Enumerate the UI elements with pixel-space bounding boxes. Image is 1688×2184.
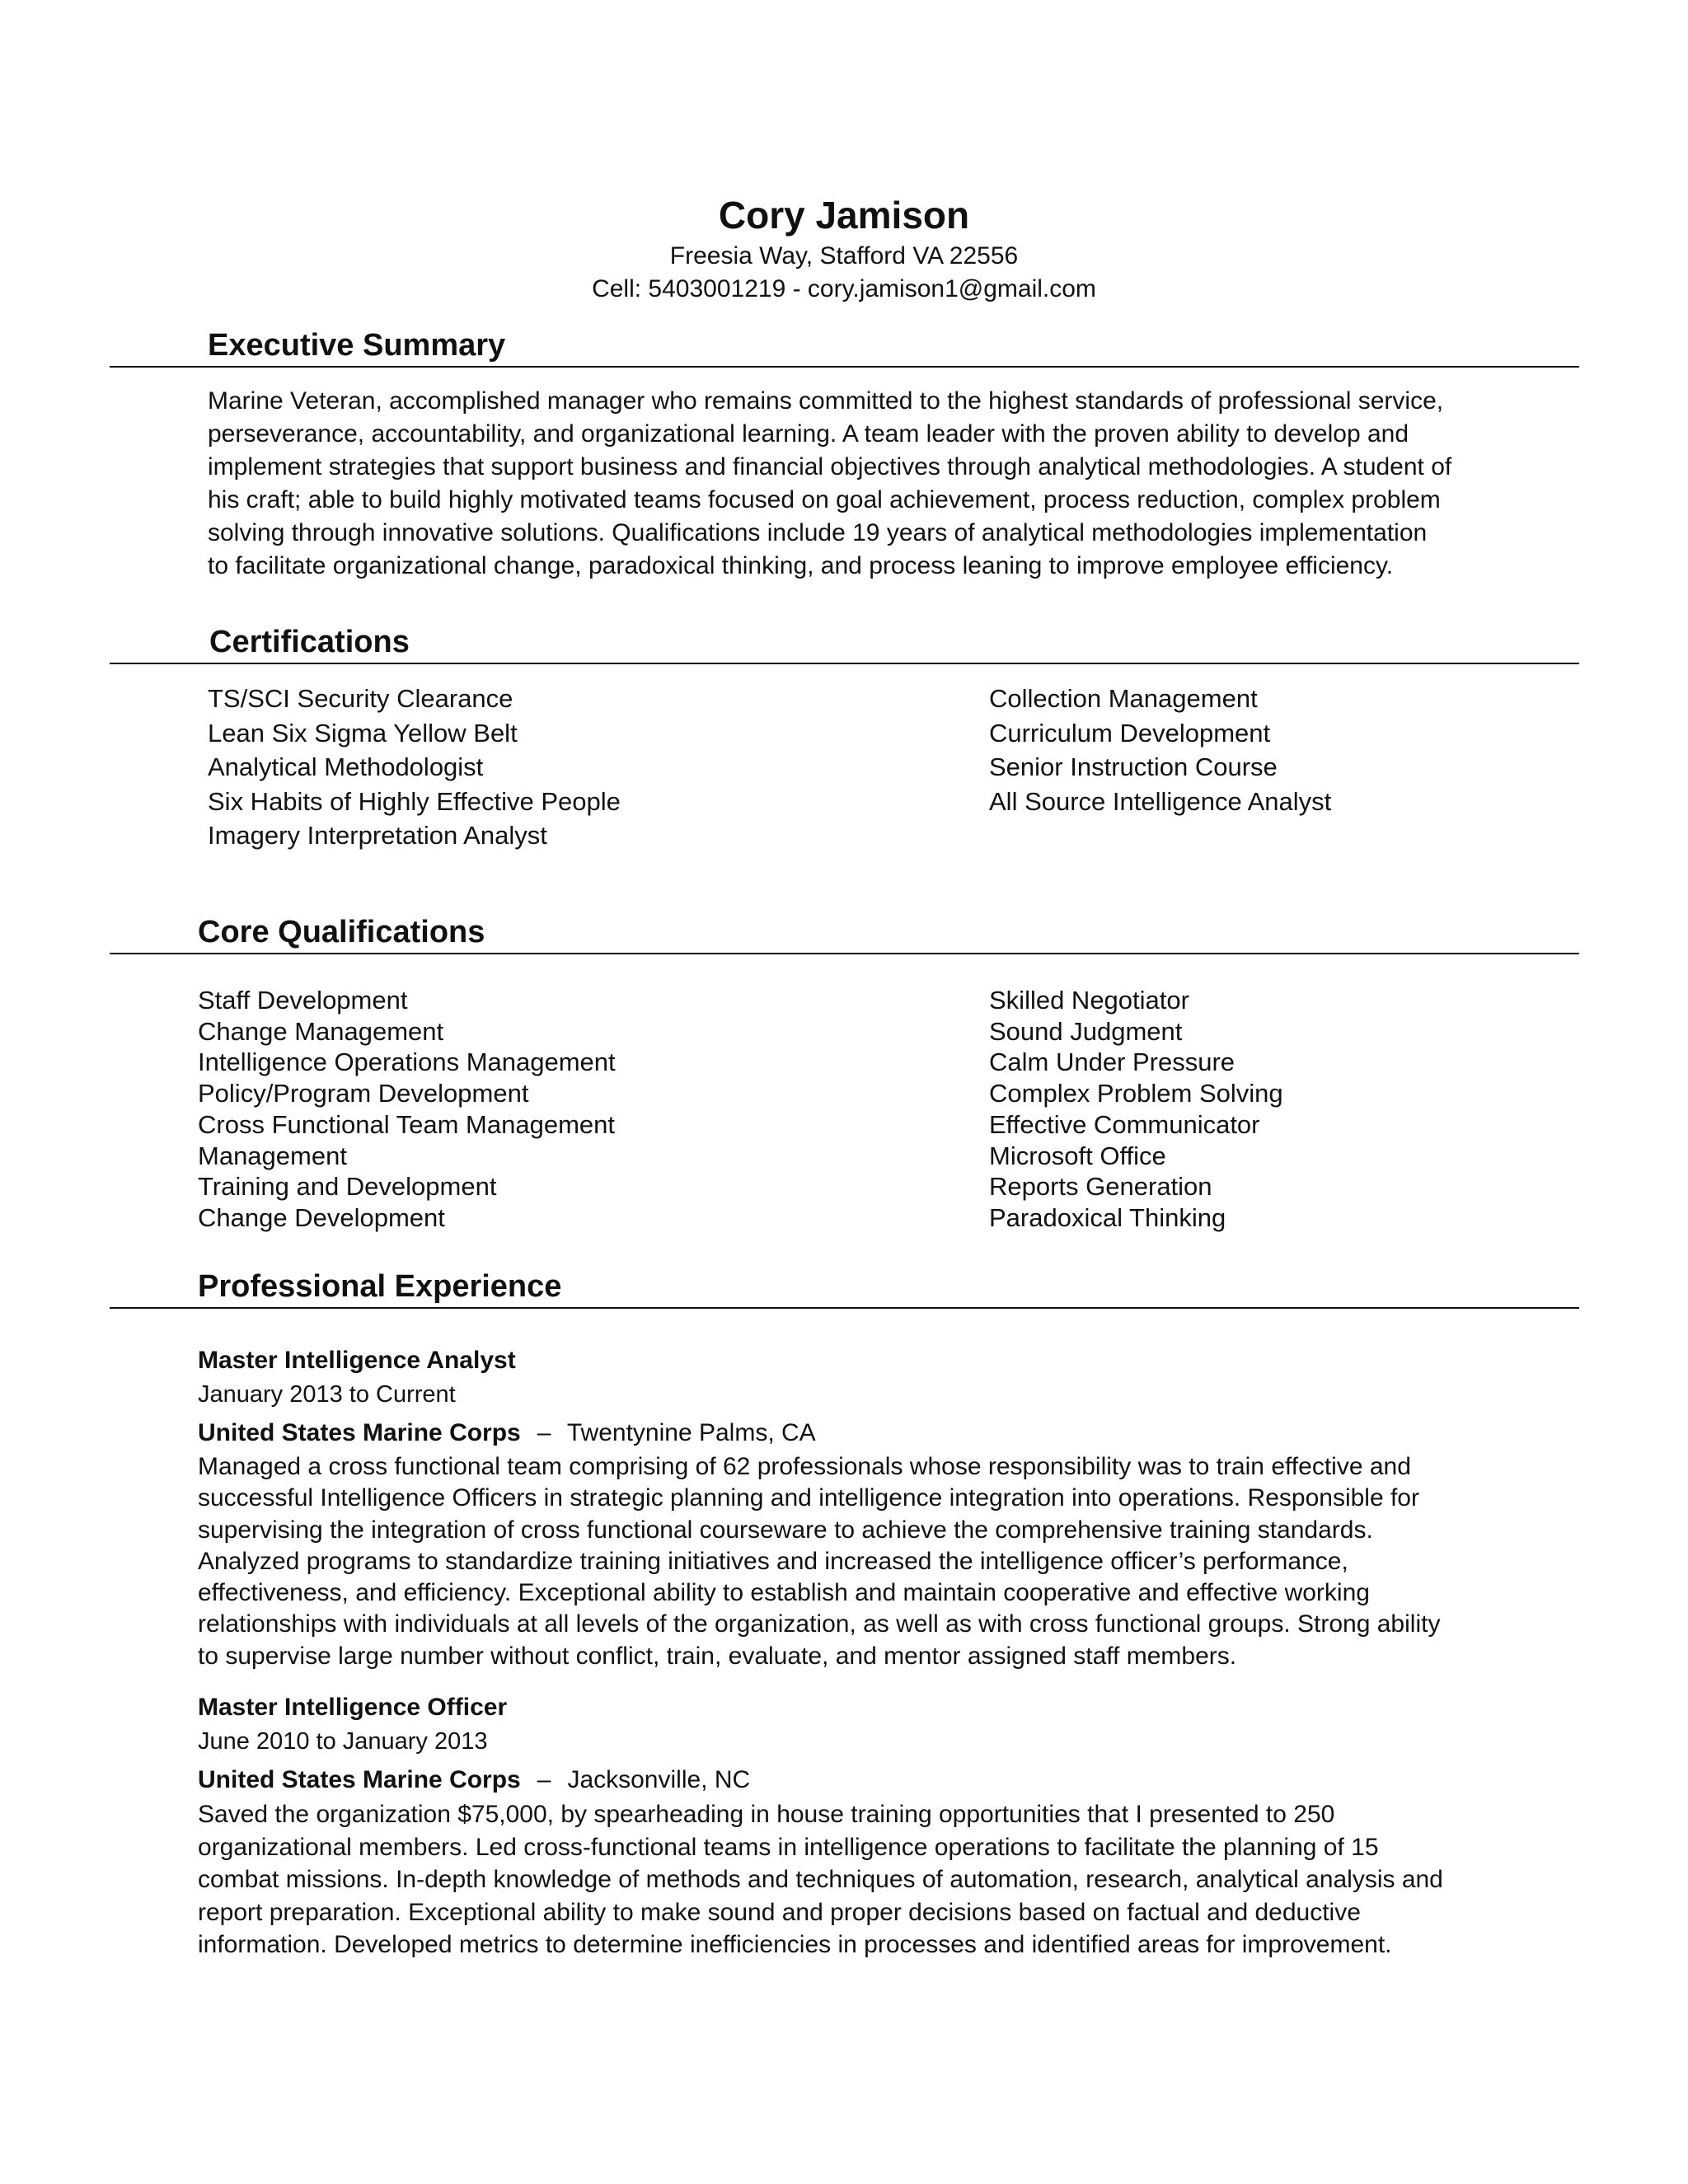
qualification-item: Effective Communicator <box>989 1109 1260 1139</box>
qualification-item: Staff Development <box>198 986 408 1015</box>
certification-item: Lean Six Sigma Yellow Belt <box>208 718 518 748</box>
certification-item: All Source Intelligence Analyst <box>989 786 1332 816</box>
description-line: effectiveness, and efficiency. Exceptional ability to establish and maintain cooperative and effective working <box>198 1579 1370 1607</box>
certification-item: Curriculum Development <box>989 718 1271 748</box>
qualification-item: Training and Development <box>198 1172 497 1202</box>
certification-item: Senior Instruction Course <box>989 752 1278 781</box>
qualification-item: Skilled Negotiator <box>989 986 1189 1015</box>
qualification-item: Complex Problem Solving <box>989 1079 1283 1108</box>
qualification-item: Sound Judgment <box>989 1016 1183 1046</box>
summary-line: implement strategies that support business and financial objectives through analytical methodologies. A student of <box>208 453 1452 480</box>
certification-item: Analytical Methodologist <box>208 752 484 781</box>
summary-line: his craft; able to build highly motivated teams focused on goal achievement, process reduction, complex problem <box>208 486 1441 513</box>
certification-item: Imagery Interpretation Analyst <box>208 821 547 850</box>
dash-separator: – <box>537 1766 551 1793</box>
qualification-item: Intelligence Operations Management <box>198 1047 616 1077</box>
executive-summary-rule <box>110 366 1579 368</box>
executive-summary-heading: Executive Summary <box>208 328 506 363</box>
qualification-item: Microsoft Office <box>989 1141 1166 1170</box>
job-location: Twentynine Palms, CA <box>566 1419 816 1446</box>
description-line: organizational members. Led cross-functional teams in intelligence operations to facilitate the planning of 15 <box>198 1833 1379 1861</box>
certification-item: Collection Management <box>989 684 1258 713</box>
description-line: combat missions. In-depth knowledge of methods and techniques of automation, research, analytical analysis and <box>198 1866 1443 1893</box>
summary-line: to facilitate organizational change, paradoxical thinking, and process leaning to improve employee efficiency. <box>208 552 1394 579</box>
contact-line: Cell: 5403001219 - cory.jamison1@gmail.com <box>592 275 1096 302</box>
job-employer: United States Marine Corps <box>198 1419 521 1446</box>
description-line: information. Developed metrics to determine inefficiencies in processes and identified areas for improvement. <box>198 1931 1392 1958</box>
job-description <box>198 1798 1517 1961</box>
description-line: Saved the organization $75,000, by spearheading in house training opportunities that I presented to 250 <box>198 1801 1335 1828</box>
job-location: Jacksonville, NC <box>567 1766 751 1793</box>
candidate-name: Cory Jamison <box>718 194 970 237</box>
description-line: successful Intelligence Officers in strategic planning and intelligence integration into operations. Responsible for <box>198 1484 1419 1512</box>
core-qualifications-rule <box>110 953 1579 954</box>
address-line: Freesia Way, Stafford VA 22556 <box>669 242 1019 269</box>
certification-item: Six Habits of Highly Effective People <box>208 786 621 816</box>
job-dates: January 2013 to Current <box>198 1381 456 1408</box>
qualification-item: Reports Generation <box>989 1172 1212 1202</box>
certifications-left-list <box>208 682 621 853</box>
job-employer-line <box>198 1766 750 1794</box>
description-line: Managed a cross functional team comprising of 62 professionals whose responsibility was to train effective and <box>198 1453 1411 1480</box>
professional-experience-rule <box>110 1307 1579 1309</box>
job-title: Master Intelligence Analyst <box>198 1347 516 1374</box>
description-line: relationships with individuals at all levels of the organization, as well as with cross functional groups. Strong ability <box>198 1610 1441 1638</box>
job-title: Master Intelligence Officer <box>198 1694 508 1721</box>
executive-summary-text <box>208 385 1510 583</box>
qualification-item: Policy/Program Development <box>198 1079 529 1108</box>
job-employer: United States Marine Corps <box>198 1766 521 1793</box>
description-line: report preparation. Exceptional ability to make sound and proper decisions based on factual and deductive <box>198 1898 1361 1926</box>
dash-separator: – <box>537 1419 551 1446</box>
qualification-item: Paradoxical Thinking <box>989 1202 1226 1232</box>
description-line: supervising the integration of cross functional courseware to achieve the comprehensive training standards. <box>198 1516 1373 1544</box>
job-employer-line <box>198 1419 816 1447</box>
core-qualifications-right-list <box>989 985 1283 1234</box>
qualification-item: Change Development <box>198 1202 445 1232</box>
job-dates: June 2010 to January 2013 <box>198 1728 488 1755</box>
certifications-right-list <box>989 682 1331 818</box>
qualification-item: Change Management <box>198 1016 444 1046</box>
description-line: to supervise large number without conflict, train, evaluate, and mentor assigned staff members. <box>198 1642 1237 1670</box>
description-line: Analyzed programs to standardize training initiatives and increased the intelligence officer’s performance, <box>198 1547 1348 1575</box>
certifications-rule <box>110 663 1579 664</box>
summary-line: Marine Veteran, accomplished manager who remains committed to the highest standards of professional service, <box>208 387 1444 415</box>
core-qualifications-left-list <box>198 985 616 1234</box>
qualification-item: Management <box>198 1141 347 1170</box>
certifications-heading: Certifications <box>209 625 410 659</box>
core-qualifications-heading: Core Qualifications <box>198 915 485 949</box>
professional-experience-heading: Professional Experience <box>198 1269 562 1304</box>
qualification-item: Calm Under Pressure <box>989 1047 1236 1077</box>
summary-line: solving through innovative solutions. Qualifications include 19 years of analytical methodologies implementation <box>208 519 1428 546</box>
qualification-item: Cross Functional Team Management <box>198 1109 616 1139</box>
job-description <box>198 1451 1517 1672</box>
certification-item: TS/SCI Security Clearance <box>208 684 513 713</box>
summary-line: perseverance, accountability, and organizational learning. A team leader with the proven ability to develop and <box>208 420 1409 448</box>
